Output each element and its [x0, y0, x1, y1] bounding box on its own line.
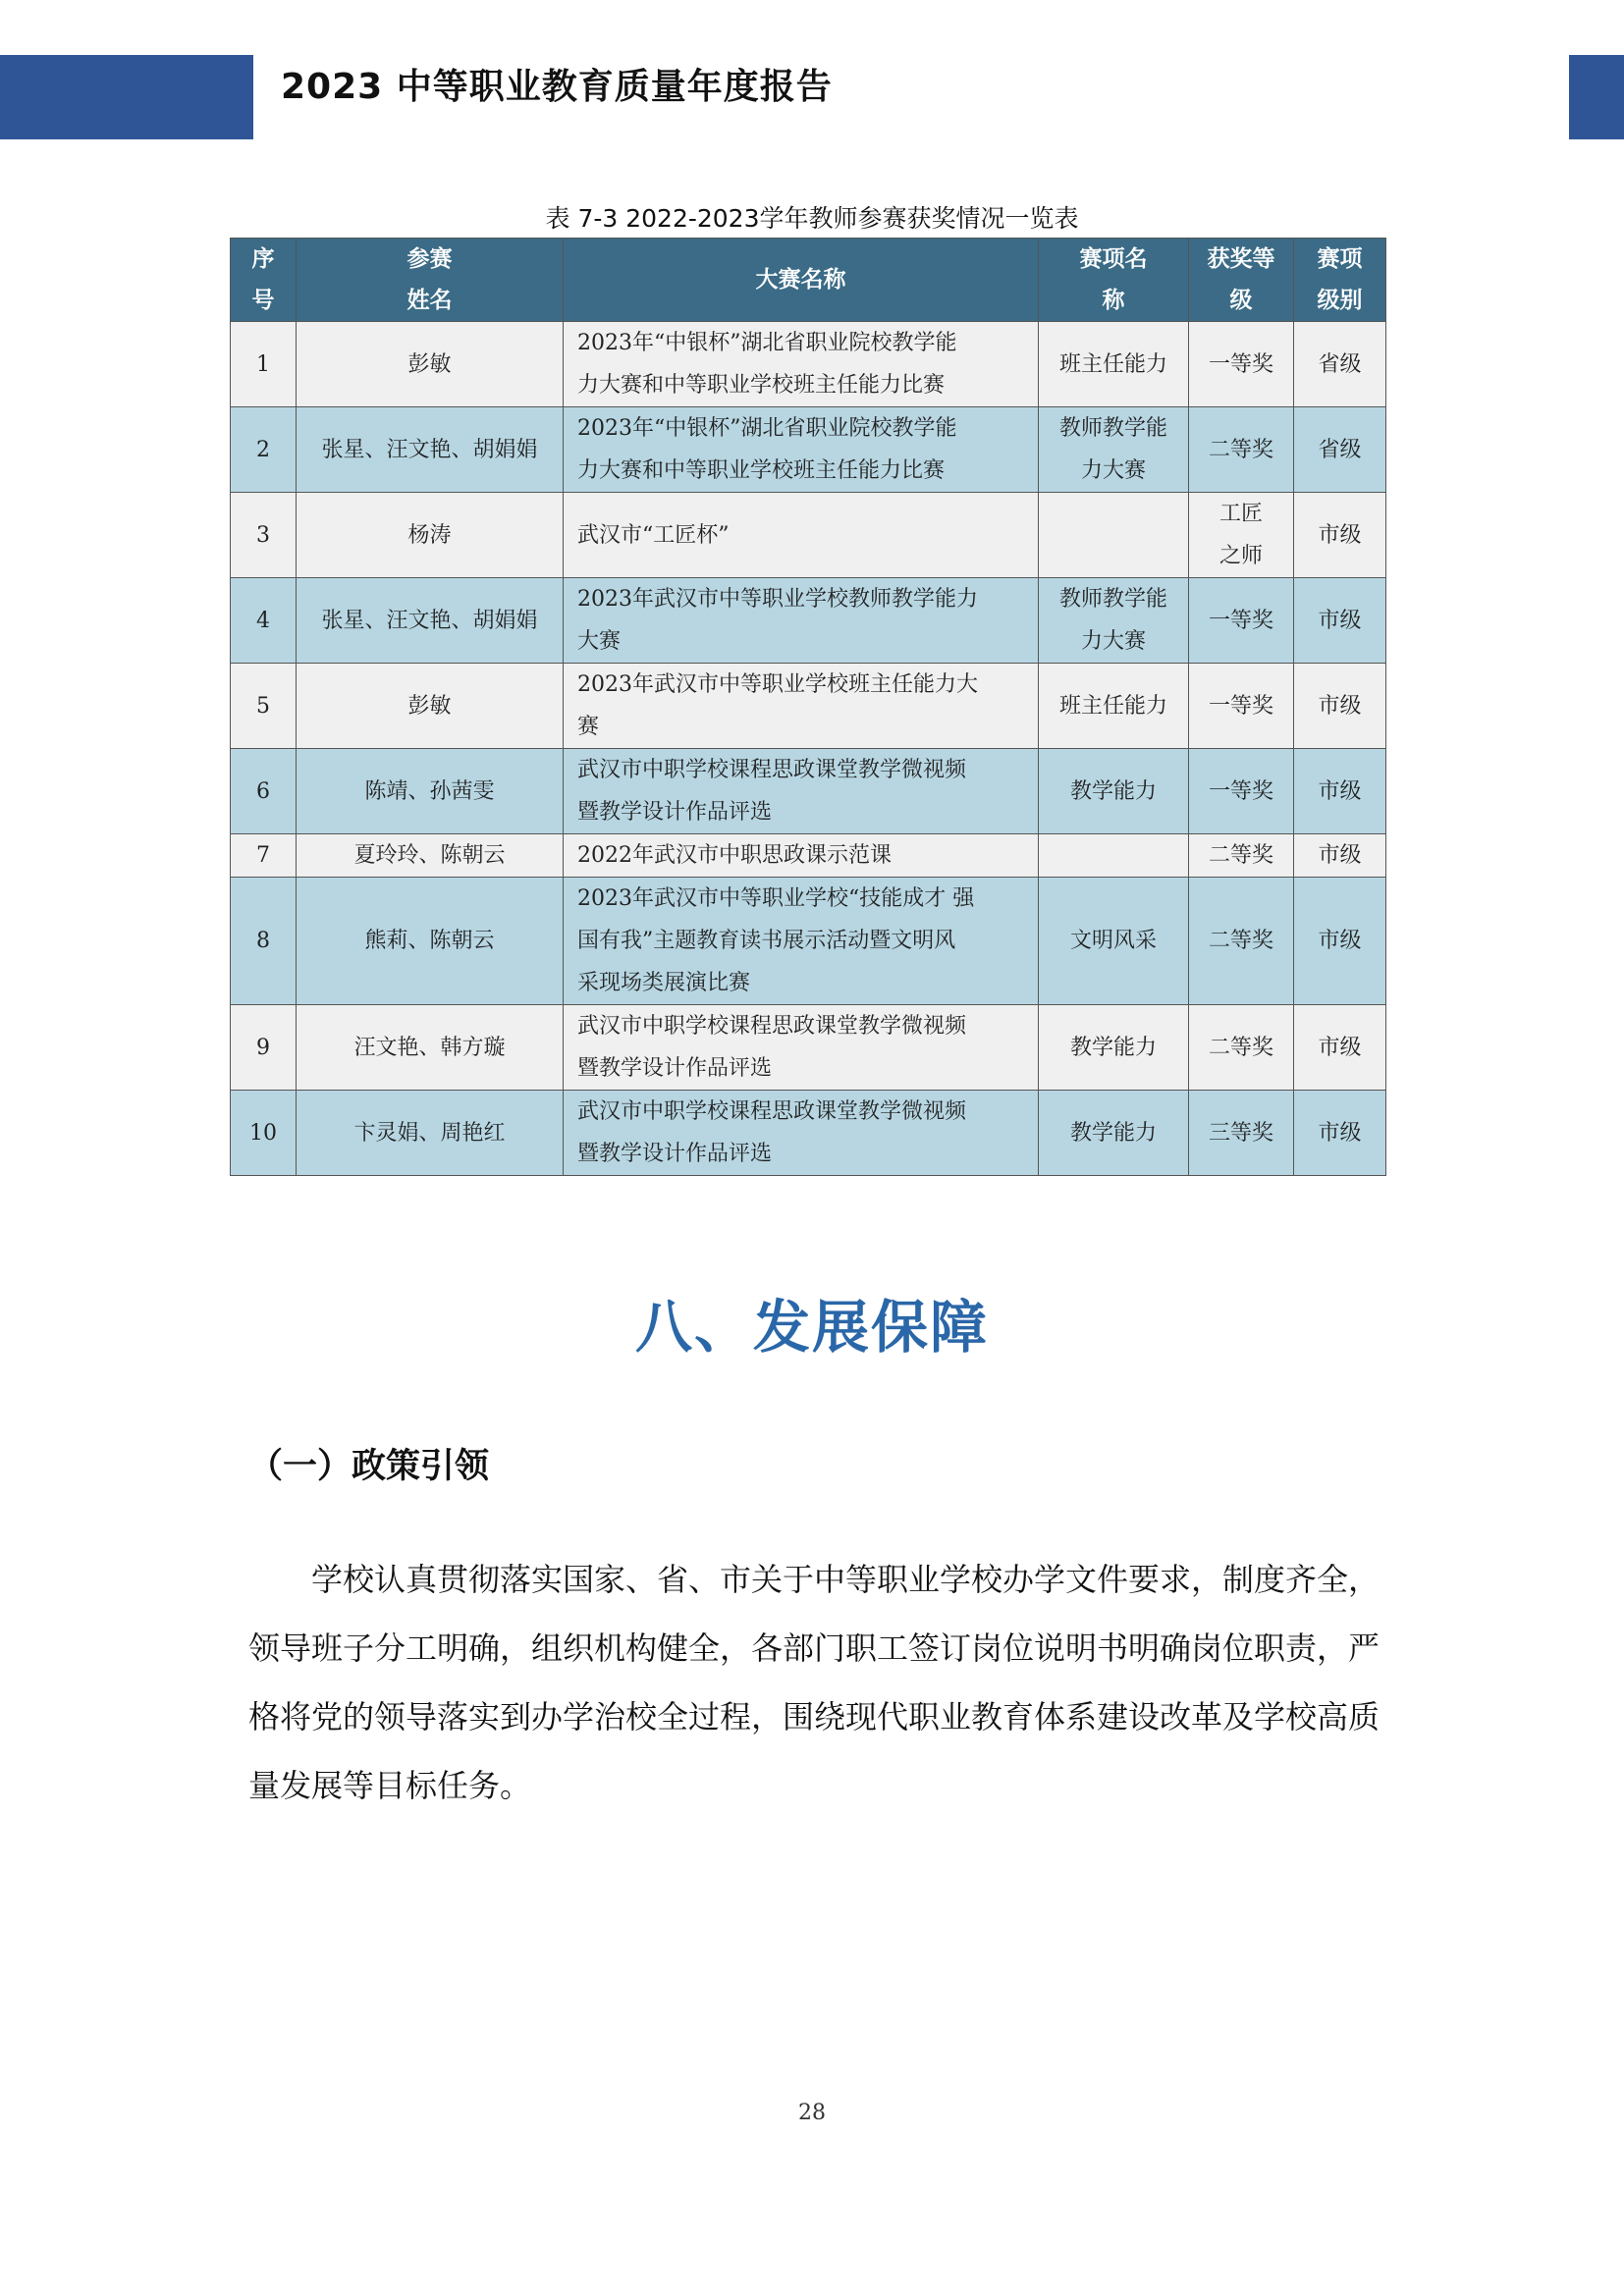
- table-row: [231, 1005, 1386, 1091]
- cell-competition: 2023年“中银杯”湖北省职业院校教学能 力大赛和中等职业学校班主任能力比赛: [564, 407, 1039, 493]
- header-no: 序 号: [231, 239, 297, 322]
- cell-names: 张星、汪文艳、胡娟娟: [297, 407, 564, 493]
- table-row: [231, 834, 1386, 878]
- cell-no: 5: [231, 664, 297, 749]
- cell-names: 陈靖、孙茜雯: [297, 749, 564, 834]
- cell-level: 市级: [1294, 664, 1386, 749]
- cell-event: [1039, 493, 1189, 578]
- header-level: 赛项 级别: [1294, 239, 1386, 322]
- cell-competition: 2023年“中银杯”湖北省职业院校教学能 力大赛和中等职业学校班主任能力比赛: [564, 322, 1039, 407]
- cell-names: 卞灵娟、周艳红: [297, 1091, 564, 1176]
- cell-level: 省级: [1294, 407, 1386, 493]
- cell-event: 教学能力: [1039, 1091, 1189, 1176]
- cell-no: 6: [231, 749, 297, 834]
- cell-no: 1: [231, 322, 297, 407]
- table-row: [231, 664, 1386, 749]
- table-caption: 表 7-3 2022-2023学年教师参赛获奖情况一览表: [545, 204, 1079, 233]
- cell-award: 一等奖: [1189, 664, 1294, 749]
- cell-competition: 2022年武汉市中职思政课示范课: [564, 834, 1039, 878]
- cell-names: 夏玲玲、陈朝云: [297, 834, 564, 878]
- cell-names: 汪文艳、韩方璇: [297, 1005, 564, 1091]
- cell-level: 市级: [1294, 1005, 1386, 1091]
- table-row: [231, 749, 1386, 834]
- cell-no: 3: [231, 493, 297, 578]
- header-competition: 大赛名称: [564, 239, 1039, 322]
- cell-award: 工匠 之师: [1189, 493, 1294, 578]
- cell-competition: 武汉市“工匠杯”: [564, 493, 1039, 578]
- cell-event: 教师教学能 力大赛: [1039, 578, 1189, 664]
- cell-event: [1039, 834, 1189, 878]
- cell-award: 三等奖: [1189, 1091, 1294, 1176]
- cell-competition: 2023年武汉市中等职业学校班主任能力大 赛: [564, 664, 1039, 749]
- cell-names: 张星、汪文艳、胡娟娟: [297, 578, 564, 664]
- header-bar-left: [0, 55, 253, 139]
- cell-no: 8: [231, 878, 297, 1005]
- cell-level: 省级: [1294, 322, 1386, 407]
- cell-award: 二等奖: [1189, 1005, 1294, 1091]
- header-event: 赛项名 称: [1039, 239, 1189, 322]
- cell-event: 班主任能力: [1039, 322, 1189, 407]
- cell-names: 彭敏: [297, 664, 564, 749]
- header-award: 获奖等 级: [1189, 239, 1294, 322]
- cell-level: 市级: [1294, 1091, 1386, 1176]
- cell-level: 市级: [1294, 749, 1386, 834]
- table-row: [231, 1091, 1386, 1176]
- cell-level: 市级: [1294, 493, 1386, 578]
- cell-event: 教学能力: [1039, 1005, 1189, 1091]
- cell-event: 教师教学能 力大赛: [1039, 407, 1189, 493]
- cell-names: 彭敏: [297, 322, 564, 407]
- cell-no: 10: [231, 1091, 297, 1176]
- cell-competition: 武汉市中职学校课程思政课堂教学微视频 暨教学设计作品评选: [564, 1091, 1039, 1176]
- cell-no: 4: [231, 578, 297, 664]
- report-title: 2023 中等职业教育质量年度报告: [281, 67, 833, 107]
- cell-award: 二等奖: [1189, 834, 1294, 878]
- cell-award: 一等奖: [1189, 749, 1294, 834]
- cell-award: 一等奖: [1189, 322, 1294, 407]
- subsection-title: （一）政策引领: [248, 1447, 490, 1486]
- table-row: [231, 578, 1386, 664]
- table-header-row: [231, 239, 1386, 322]
- cell-event: 文明风采: [1039, 878, 1189, 1005]
- table-row: [231, 878, 1386, 1005]
- cell-level: 市级: [1294, 878, 1386, 1005]
- cell-event: 教学能力: [1039, 749, 1189, 834]
- table-row: [231, 493, 1386, 578]
- cell-names: 杨涛: [297, 493, 564, 578]
- cell-competition: 武汉市中职学校课程思政课堂教学微视频 暨教学设计作品评选: [564, 1005, 1039, 1091]
- cell-competition: 2023年武汉市中等职业学校“技能成才 强 国有我”主题教育读书展示活动暨文明风 采现场类展演比赛: [564, 878, 1039, 1005]
- cell-competition: 武汉市中职学校课程思政课堂教学微视频 暨教学设计作品评选: [564, 749, 1039, 834]
- body-paragraph: 学校认真贯彻落实国家、省、市关于中等职业学校办学文件要求，制度齐全，领导班子分工明确，组织机构健全，各部门职工签订岗位说明书明确岗位职责，严格将党的领导落实到办学治校全过程，围绕现代职业教育体系建设改革及学校高质量发展等目标任务。: [248, 1561, 1380, 1804]
- section-title: 八、发展保障: [634, 1294, 989, 1361]
- cell-names: 熊莉、陈朝云: [297, 878, 564, 1005]
- cell-no: 9: [231, 1005, 297, 1091]
- cell-award: 二等奖: [1189, 407, 1294, 493]
- awards-table: [230, 238, 1386, 1176]
- cell-award: 一等奖: [1189, 578, 1294, 664]
- cell-level: 市级: [1294, 834, 1386, 878]
- cell-no: 7: [231, 834, 297, 878]
- header-bar-right: [1569, 55, 1624, 139]
- table-row: [231, 407, 1386, 493]
- cell-no: 2: [231, 407, 297, 493]
- cell-competition: 2023年武汉市中等职业学校教师教学能力 大赛: [564, 578, 1039, 664]
- table-row: [231, 322, 1386, 407]
- page-number: 28: [798, 2101, 826, 2125]
- cell-award: 二等奖: [1189, 878, 1294, 1005]
- header-names: 参赛 姓名: [297, 239, 564, 322]
- cell-event: 班主任能力: [1039, 664, 1189, 749]
- cell-level: 市级: [1294, 578, 1386, 664]
